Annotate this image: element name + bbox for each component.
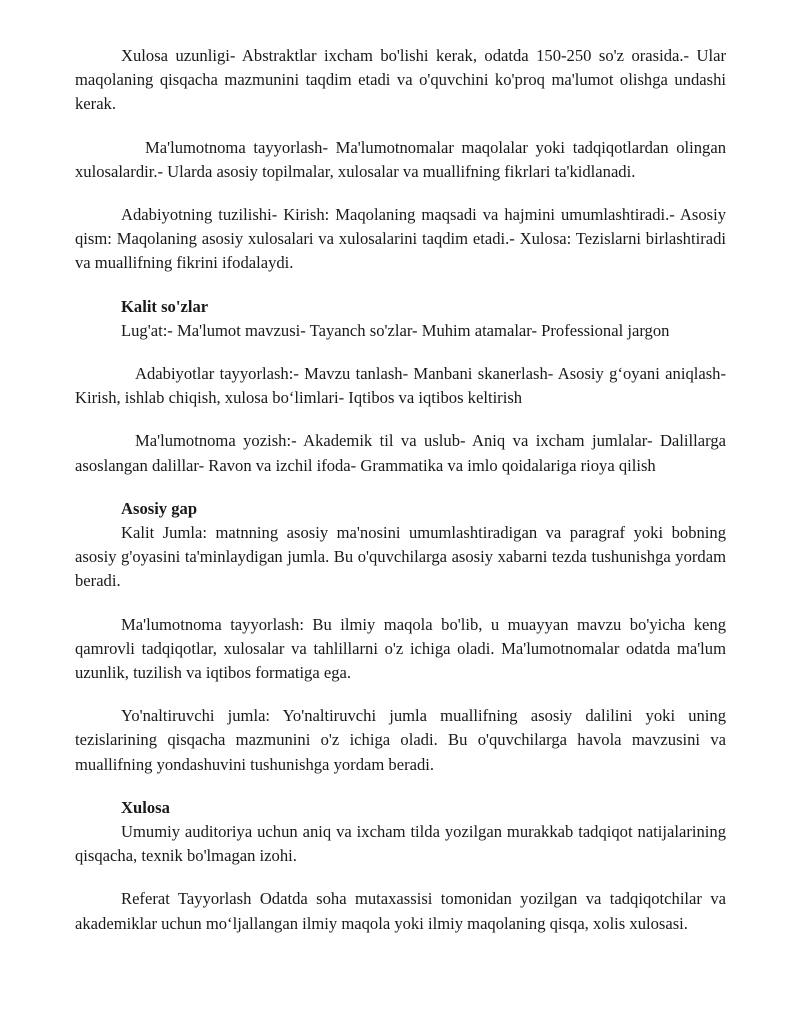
document-page	[75, 44, 726, 936]
paragraph-general-audience: Umumiy auditoriya uchun aniq va ixcham tilda yozilgan murakkab tadqiqot natijalarining qisqacha, texnik bo'lmagan izohi.	[75, 822, 726, 866]
paragraph-literature-preparation: Adabiyotlar tayyorlash:- Mavzu tanlash- Manbani skanerlash- Asosiy g‘oyani aniqlash- Kirish, ishlab chiqish, xulosa bo‘limlari- Iqtibos va iqtibos keltirish	[75, 364, 726, 408]
paragraph-guiding-sentence: Yo'naltiruvchi jumla: Yo'naltiruvchi jumla muallifning asosiy dalilini yoki uning tezislarining qisqacha mazmunini o'z ichiga oladi. Bu o'quvchilarga havola mavzusini va muallifning yondashuvini tushunishga yordam beradi.	[75, 706, 726, 774]
paragraph-reference-preparation: Ma'lumotnoma tayyorlash- Ma'lumotnomalar maqolalar yoki tadqiqotlardan olingan xulosalardir.- Ularda asosiy topilmalar, xulosalar va muallifning fikrlari ta'kidlanadi.	[75, 137, 726, 181]
paragraph-reference-preparation-2: Ma'lumotnoma tayyorlash: Bu ilmiy maqola bo'lib, u muayyan mavzu bo'yicha keng qamrovli tadqiqotlar, xulosalar va tahlillarni o'z ichiga oladi. Ma'lumotnomalar odatda ma'lum uzunlik, tuzilish va iqtibos formatiga ega.	[75, 614, 726, 683]
heading-main-sentence: Asosiy gap	[121, 498, 198, 518]
paragraph-abstract-length: Xulosa uzunligi- Abstraktlar ixcham bo'lishi kerak, odatda 150-250 so'z orasida.- Ular maqolaning qisqacha mazmunini taqdim etadi va o'quvchini ko'proq ma'lumot olishga undashi kerak.	[75, 46, 726, 114]
paragraph-key-sentence: Kalit Jumla: matnning asosiy ma'nosini umumlashtiradigan va paragraf yoki bobning asosiy g'oyasini ta'minlaydigan jumla. Bu o'quvchilarga asosiy xabarni tezda tushunishga yordam beradi.	[75, 523, 726, 591]
paragraph-literature-structure: Adabiyotning tuzilishi- Kirish: Maqolaning maqsadi va hajmini umumlashtiradi.- Asosiy qism: Maqolaning asosiy xulosalari va xulosalarini taqdim etadi.- Xulosa: Tezislarni birlashtiradi va muallifning fikrini ifodalaydi.	[75, 205, 726, 273]
paragraph-referat-preparation: Referat Tayyorlash Odatda soha mutaxassisi tomonidan yozilgan va tadqiqotchilar va akademiklar uchun mo‘ljallangan ilmiy maqola yoki ilmiy maqolaning qisqa, xolis xulosasi.	[75, 889, 726, 933]
heading-conclusion: Xulosa	[121, 797, 170, 817]
heading-keywords: Kalit so'zlar	[121, 296, 209, 316]
paragraph-vocabulary: Lug'at:- Ma'lumot mavzusi- Tayanch so'zlar- Muhim atamalar- Professional jargon	[121, 320, 670, 340]
paragraph-reference-writing: Ma'lumotnoma yozish:- Akademik til va uslub- Aniq va ixcham jumlalar- Dalillarga asoslangan dalillar- Ravon va izchil ifoda- Grammatika va imlo qoidalariga rioya qilish	[75, 431, 726, 475]
